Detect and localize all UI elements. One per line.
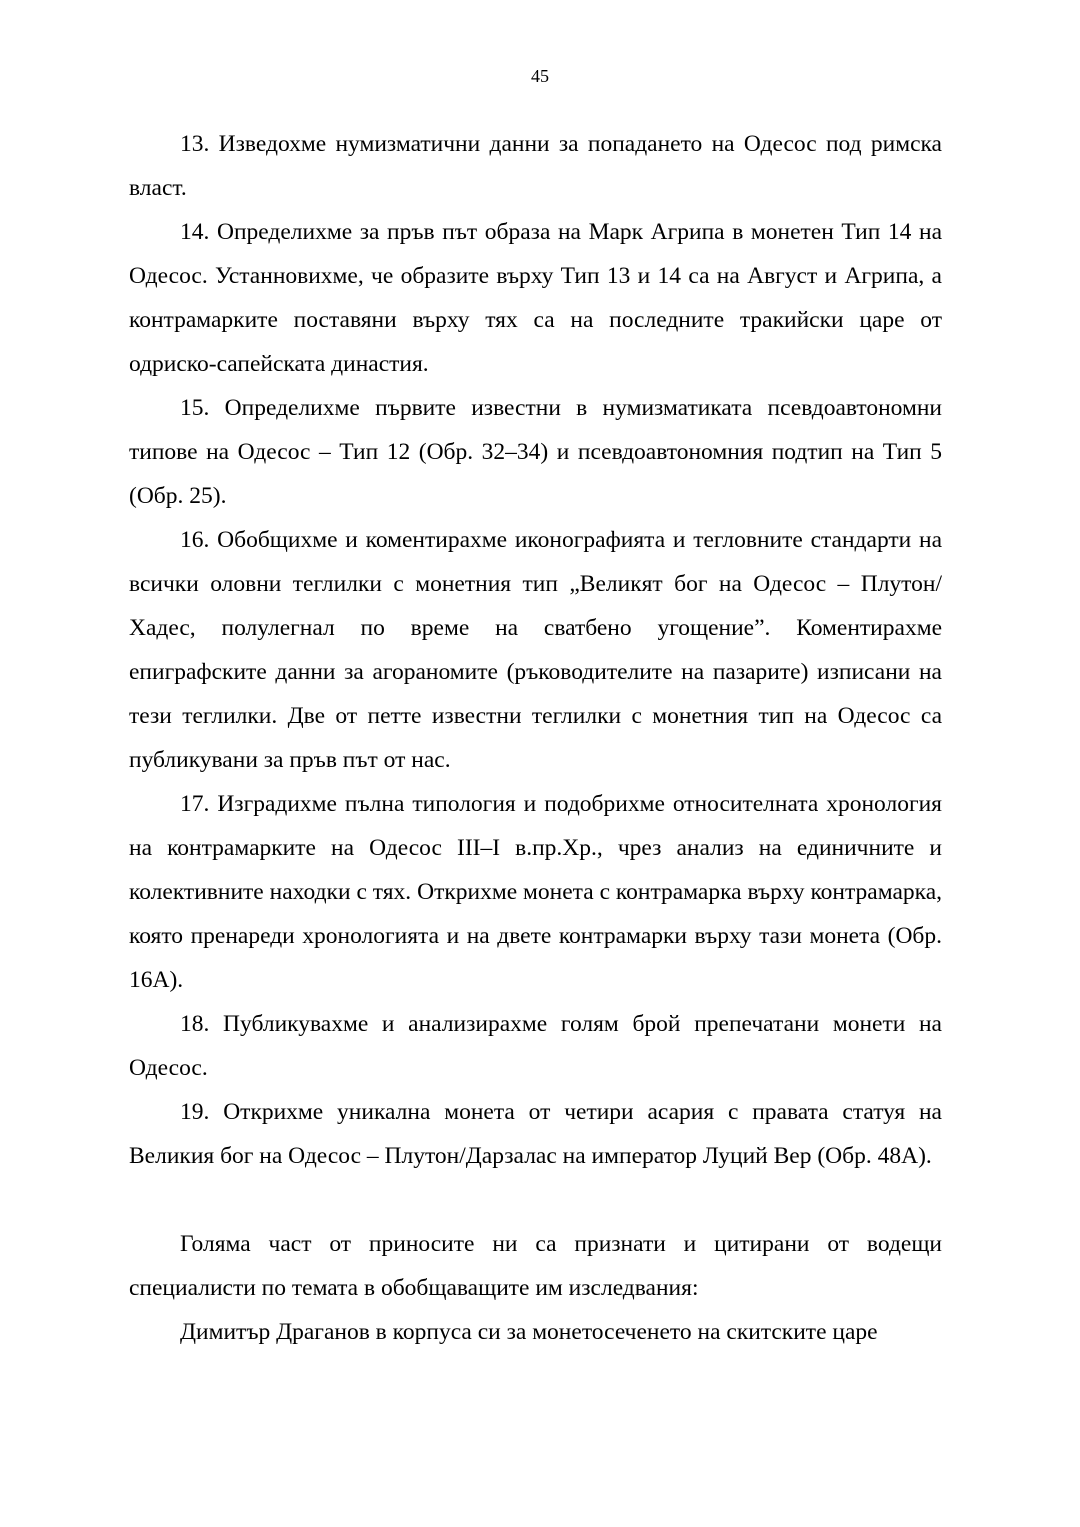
list-item-16: 16. Обобщихме и коментирахме иконографията и тегловните стандарти на всички оловни теглилки с монетния тип „Великят бог на Одесос – Плутон/Хадес, полулегнал по време на сватбено угощение”. Коментирахме епиграфските данни за агораномите (ръководителите на пазарите) изписани на тези теглилки. Две от петте известни теглилки с монетния тип на Одесос са публикувани за пръв път от нас. — [129, 527, 942, 773]
list-item-15: 15. Определихме първите известни в нумизматиката псевдоавтономни типове на Одесос – Тип 12 (Обр. 32–34) и псевдоавтономния подтип на Тип 5 (Обр. 25). — [129, 395, 942, 509]
list-item-18: 18. Публикувахме и анализирахме голям брой препечатани монети на Одесос. — [129, 1011, 942, 1081]
page-number: 45 — [531, 66, 549, 86]
closing-paragraph-continued: Димитър Драганов в корпуса си за монетосеченето на скитските царе — [180, 1319, 878, 1345]
document-body — [129, 122, 942, 1354]
list-item-13: 13. Изведохме нумизматични данни за попадането на Одесос под римска власт. — [129, 131, 942, 201]
list-item-14: 14. Определихме за пръв път образа на Марк Агрипа в монетен Тип 14 на Одесос. Устанновихме, че образите върху Тип 13 и 14 са на Август и Агрипа, а контрамарките поставяни върху тях са на последните тракийски царе от одриско-сапейската династия. — [129, 219, 942, 377]
list-item-17: 17. Изградихме пълна типология и подобрихме относителната хронология на контрамарките на Одесос III–I в.пр.Хр., чрез анализ на единичните и колективните находки с тях. Открихме монета с контрамарка върху контрамарка, която пренареди хронологията и на двете контрамарки върху тази монета (Обр. 16А). — [129, 791, 942, 993]
closing-paragraph: Голяма част от приносите ни са признати и цитирани от водещи специалисти по темата в обобщаващите им изследвания: — [129, 1231, 942, 1301]
list-item-19: 19. Открихме уникална монета от четири асария с правата статуя на Великия бог на Одесос – Плутон/Дарзалас на император Луций Вер (Обр. 48А). — [129, 1099, 942, 1169]
section-spacer — [129, 1178, 942, 1222]
